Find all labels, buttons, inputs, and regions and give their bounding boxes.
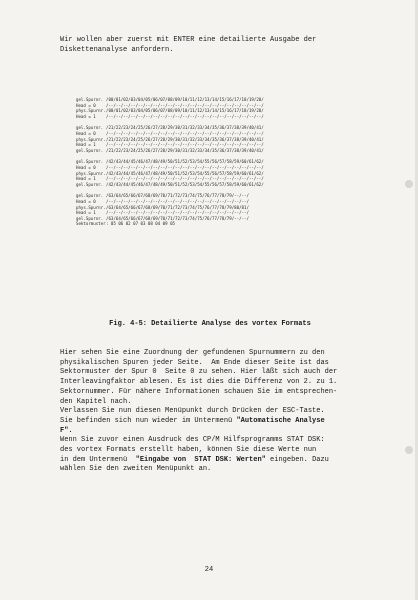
listing-row-value: /--/--/--/--/--/--/--/--/--/--/--/--/--/--/--/--/--/--/--/--/--/ bbox=[106, 142, 264, 148]
punch-hole-top bbox=[405, 180, 413, 188]
listing-row-label: Sektormuster bbox=[76, 221, 106, 227]
body-line-text: in dem Untermenü bbox=[60, 455, 136, 464]
listing-row bbox=[76, 182, 326, 188]
listing-block bbox=[76, 193, 326, 227]
listing-row bbox=[76, 114, 326, 120]
listing-row-value: /--/--/--/--/--/--/--/--/--/--/--/--/--/--/--/--/--/--/--/--/--/ bbox=[106, 102, 264, 108]
body-line bbox=[60, 427, 365, 437]
listing-row-label: gel.Spurnr. bbox=[76, 193, 104, 199]
listing-row-value: /--/--/--/--/--/--/--/--/--/--/--/--/--/--/--/--/--/--/--/ bbox=[106, 198, 249, 204]
intro-line: Wir wollen aber zuerst mit ENTER eine detailierte Ausgabe der bbox=[60, 36, 317, 44]
body-line: des vortex Formats erstellt haben, können Sie diese Werte nun bbox=[60, 446, 317, 455]
menu-name-automatic-analysis-end: F". bbox=[60, 426, 73, 435]
listing-row-label: phys.Spurnr. bbox=[76, 108, 106, 114]
listing-row bbox=[76, 221, 326, 227]
listing-row-label: gel.Spurnr. bbox=[76, 97, 104, 102]
listing-row-label: Head = 1 bbox=[76, 210, 96, 216]
body-line-text: eingeben. Dazu bbox=[265, 455, 329, 464]
listing-block bbox=[76, 159, 326, 187]
menu-name-stat-dsk-input: "Eingabe von STAT DSK: Werten" bbox=[135, 455, 266, 464]
listing-row bbox=[76, 148, 326, 154]
body-line: wählen Sie den zweiten Menüpunkt an. bbox=[60, 465, 212, 474]
listing-row-value: /00/01/02/03/04/05/06/07/08/09/10/11/12/13/14/15/16/17/18/19/20/ bbox=[106, 108, 264, 114]
listing-row-value: /--/--/--/--/--/--/--/--/--/--/--/--/--/--/--/--/--/--/--/ bbox=[106, 210, 249, 216]
listing-row-value: /--/--/--/--/--/--/--/--/--/--/--/--/--/--/--/--/--/--/--/--/--/ bbox=[106, 130, 264, 136]
listing-row-value: /--/--/--/--/--/--/--/--/--/--/--/--/--/--/--/--/--/--/--/--/--/ bbox=[106, 176, 264, 182]
listing-row-label: Head = 0 bbox=[76, 130, 96, 136]
body-line-text: Sie befinden sich nun wieder im Untermenü bbox=[60, 416, 237, 425]
listing-row-value: /63/64/65/66/67/68/69/70/71/72/73/74/75/76/77/78/79/80/81/ bbox=[106, 204, 249, 210]
body-line: Wenn Sie zuvor einen Ausdruck des CP/M Hilfsprogramms STAT DSK: bbox=[60, 436, 325, 445]
listing-row-label: Head = 0 bbox=[76, 198, 96, 204]
listing-row-label: Head = 0 bbox=[76, 164, 96, 170]
figure-caption: Fig. 4-5: Detailierte Analyse des vortex Formats bbox=[109, 320, 311, 328]
listing-row-label: gel.Spurnr. bbox=[76, 215, 104, 221]
listing-row-label: gel.Spurnr. bbox=[76, 125, 104, 131]
body-line: Verlassen Sie nun diesen Menüpunkt durch Drücken der ESC-Taste. bbox=[60, 407, 325, 416]
track-analysis-listing bbox=[76, 97, 326, 233]
menu-name-automatic-analysis: "Automatische Analyse bbox=[236, 416, 325, 425]
listing-row-value: /63/64/65/66/67/68/69/70/71/72/73/74/75/76/77/78/79/--/--/ bbox=[106, 215, 249, 221]
listing-row-label: phys.Spurnr. bbox=[76, 204, 106, 210]
listing-row-value: : 05 06 02 07 03 08 04 09 05 bbox=[106, 221, 176, 227]
listing-row-label: Head = 1 bbox=[76, 113, 96, 119]
page-number: 24 bbox=[204, 566, 214, 574]
body-line: physikalischen Spuren jeder Seite. Am Ende dieser Seite ist das bbox=[60, 358, 329, 367]
listing-row-label: Head = 1 bbox=[76, 176, 96, 182]
body-line bbox=[60, 456, 365, 466]
punch-hole-bottom bbox=[405, 446, 413, 454]
listing-row-label: gel.Spurnr. bbox=[76, 181, 104, 187]
listing-row-label: gel.Spurnr. bbox=[76, 147, 104, 153]
listing-row-label: gel.Spurnr. bbox=[76, 159, 104, 165]
listing-row-label: Head = 0 bbox=[76, 102, 96, 108]
listing-row-value: /42/43/44/45/46/47/48/49/50/51/52/53/54/55/56/57/58/59/60/61/62/ bbox=[106, 181, 264, 187]
listing-row-value: /63/64/65/66/67/68/69/70/71/72/73/74/75/76/77/78/79/--/--/ bbox=[106, 193, 249, 199]
body-line bbox=[60, 417, 365, 427]
body-line: Interleavingfaktor ablesen. Es ist dies die Differenz von 2. zu 1. bbox=[60, 378, 338, 387]
body-line: Hier sehen Sie eine Zuordnung der gefundenen Spurnummern zu den bbox=[60, 349, 325, 357]
listing-row-value: /21/22/23/24/25/26/27/28/29/30/31/32/33/34/35/36/37/38/39/40/41/ bbox=[106, 125, 264, 131]
listing-row-value: /42/43/44/45/46/47/48/49/50/51/52/53/54/55/56/57/58/59/60/61/62/ bbox=[106, 170, 264, 176]
listing-row-value: /--/--/--/--/--/--/--/--/--/--/--/--/--/--/--/--/--/--/--/--/--/ bbox=[106, 164, 264, 170]
listing-row-value: /21/22/23/24/25/26/27/28/29/30/31/32/33/34/35/36/37/38/39/40/41/ bbox=[106, 147, 264, 153]
listing-row-value: /42/43/44/45/46/47/48/49/50/51/52/53/54/55/56/57/58/59/60/61/62/ bbox=[106, 159, 264, 165]
listing-row-value: /21/22/23/24/25/26/27/28/29/30/31/32/33/34/35/36/37/38/39/40/41/ bbox=[106, 136, 264, 142]
listing-row-label: phys.Spurnr. bbox=[76, 136, 106, 142]
listing-row-label: Head = 1 bbox=[76, 142, 96, 148]
body-line: den Kapitel nach. bbox=[60, 397, 132, 406]
body-line: Sektornummer. Für nähere Informationen schauen Sie im entsprechen- bbox=[60, 387, 338, 396]
intro-line: Diskettenanalyse anfordern. bbox=[60, 46, 174, 54]
listing-block bbox=[76, 97, 326, 119]
intro-text bbox=[60, 35, 360, 55]
body-line: Sektormuster der Spur 0 Seite 0 zu sehen. Hier läßt sich auch der bbox=[60, 368, 338, 377]
listing-block bbox=[76, 125, 326, 153]
body-text bbox=[60, 349, 365, 475]
listing-row-value: /00/01/02/03/04/05/06/07/08/09/10/11/12/13/14/15/16/17/18/19/20/ bbox=[106, 97, 264, 102]
listing-row-value: /--/--/--/--/--/--/--/--/--/--/--/--/--/--/--/--/--/--/--/--/--/ bbox=[106, 113, 264, 119]
listing-row-label: phys.Spurnr. bbox=[76, 170, 106, 176]
